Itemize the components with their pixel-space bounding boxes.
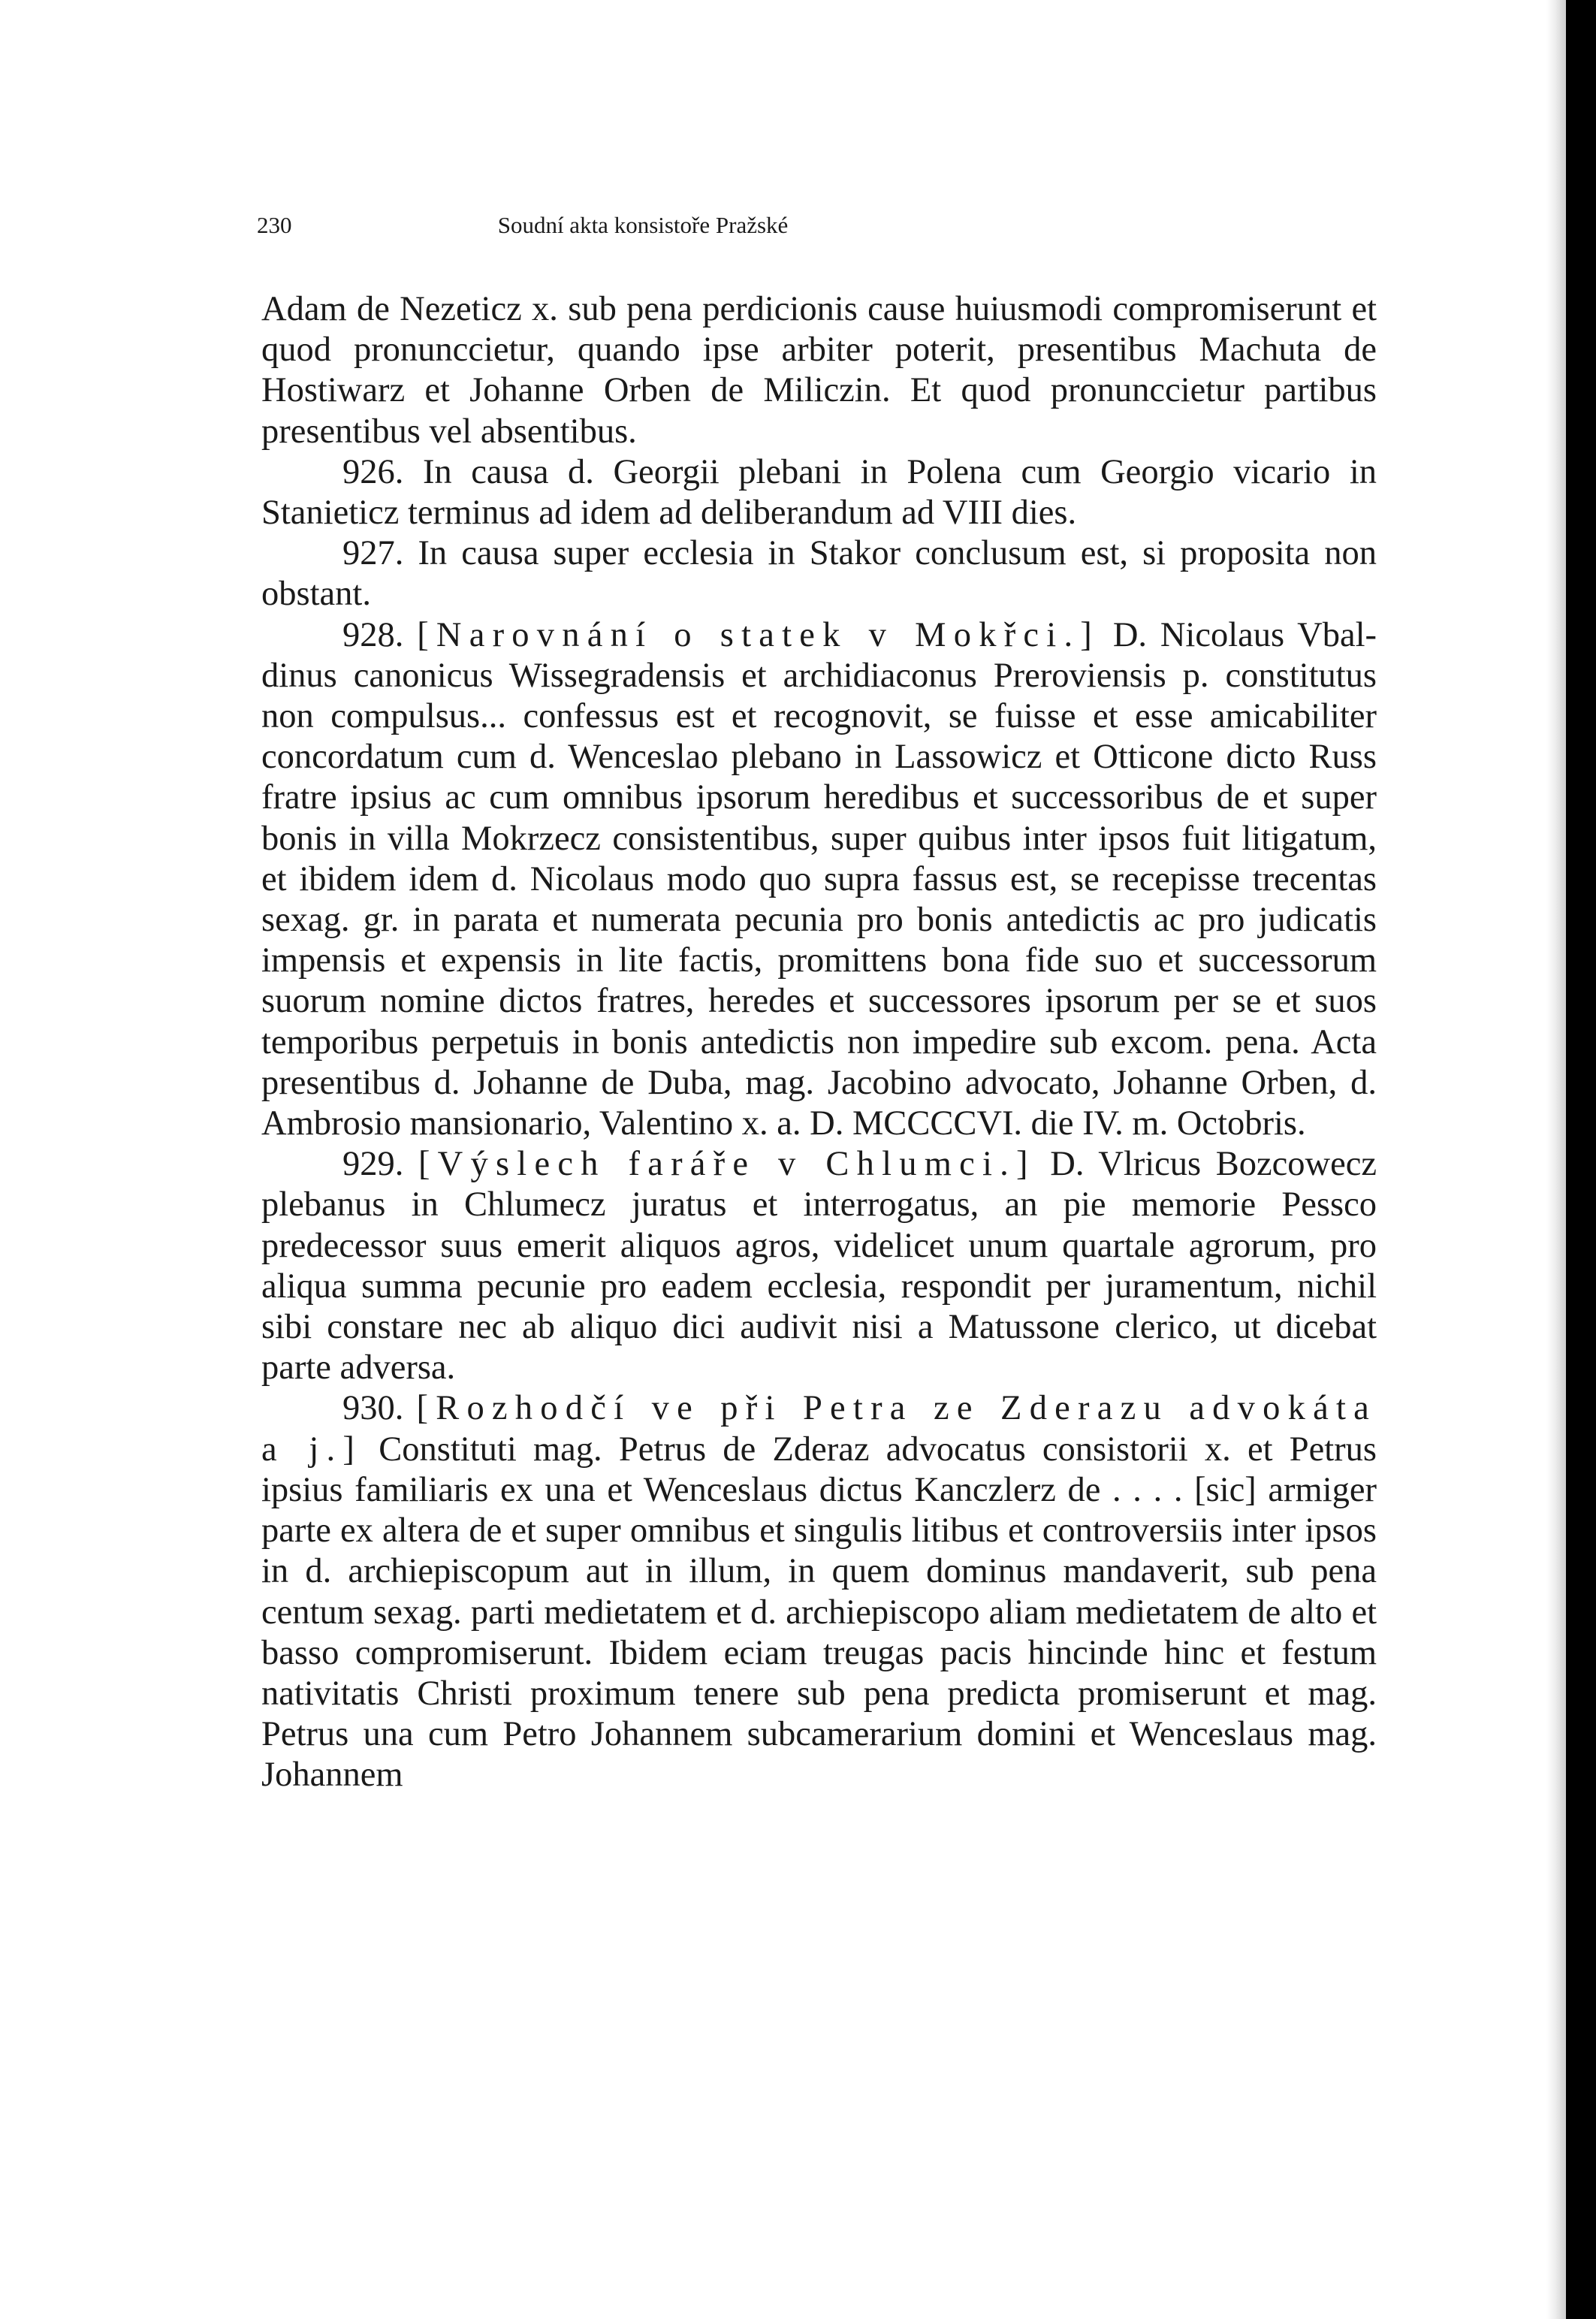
running-title: Soudní akta konsistoře Pražské bbox=[497, 212, 789, 238]
paragraph-number: 928. bbox=[342, 615, 404, 654]
page-header bbox=[257, 212, 1029, 242]
paragraph-text: D. Vlricus Bozcowecz plebanus in Chlumecz juratus et interrogatus, an pie memorie Pessco predecessor suus emerit aliquos agros, videlicet unum quartale agrorum, pro aliqua summa pecunie pro eadem ecclesia, respondit per juramentum, nichil sibi constare nec ab aliquo dici audivit nisi a Matussone clerico, ut dicebat parte adversa. bbox=[261, 1145, 1377, 1387]
paragraph-text: D. Nicolaus Vbaldinus canonicus Wissegradensis et archidiaconus Preroviensis p. constitutus non compulsus... confessus est et recognovit, se fuisse et esse amicabiliter concordatum cum d. Wenceslao plebano in Lassowicz et Otticone dicto Russ fratre ipsius ac cum omnibus ipsorum heredibus et successoribus de et super bonis in villa Mokrzecz consistentibus, super quibus inter ipsos fuit litigatum, et ibidem idem d. Nicolaus modo quo supra fassus est, se recepisse trecentas sexag. gr. in parata et numerata pecunia pro bonis antedictis ac pro judicatis impensis et expensis in lite factis, promittens bona fide suo et successorum suorum nomine dictos fratres, heredes et successores ipsorum per se et suos temporibus perpetuis in bonis antedictis non impedire sub excom. pena. Acta presentibus d. Johanne de Duba, mag. Jacobino advocato, Johanne Orben, d. Ambrosio mansionario, Valentino x. a. D. MCCCCVI. die IV. m. Octobris. bbox=[261, 615, 1377, 1143]
paragraph-929 bbox=[261, 1144, 1377, 1388]
paragraph-925-continuation bbox=[261, 289, 1377, 452]
paragraph-text: Constituti mag. Petrus de Zderaz advocatus consistorii x. et Petrus ipsius familiaris ex una et Wenceslaus dictus Kanczlerz de . . . . [sic] armiger parte ex altera de et super omnibus et singulis litibus et controversiis inter ipsos in d. archiepiscopum aut in illum, in quem dominus mandaverit, sub pena centum sexag. parti medietatem et d. archiepiscopo aliam medietatem de alto et basso compromiserunt. Ibidem eciam treugas pacis hincinde hinc et festum nativitatis Christi proximum tenere sub pena predicta promiserunt et mag. Petrus una cum Petro Johannem subcamerarium domini et Wenceslaus mag. Johannem bbox=[261, 1430, 1377, 1795]
body-text bbox=[261, 289, 1377, 1796]
paragraph-number: 926. bbox=[342, 452, 404, 491]
page-number: 230 bbox=[257, 212, 292, 238]
paragraph-number: 930. bbox=[342, 1389, 404, 1428]
paragraph-926 bbox=[261, 452, 1377, 533]
scan-border bbox=[1566, 0, 1596, 2319]
paragraph-text: Adam de Nezeticz x. sub pena perdicionis cause huiusmodi compromiserunt et quod pronunccietur, quando ipse arbiter poterit, presentibus Machuta de Hostiwarz et Johanne Orben de Miliczin. Et quod pronunccietur partibus presentibus vel absentibus. bbox=[261, 290, 1377, 451]
paragraph-928 bbox=[261, 615, 1377, 1145]
paragraph-text: In causa d. Georgii plebani in Polena cum Georgio vicario in Stanieticz terminus ad idem ad deliberandum ad VIII dies. bbox=[261, 452, 1377, 533]
paragraph-number: 929. bbox=[342, 1145, 404, 1184]
paragraph-heading: [Rozhodčí ve při Petra ze Zderazu advokáta a j.] bbox=[261, 1389, 1377, 1469]
paragraph-927 bbox=[261, 533, 1377, 614]
paragraph-text: In causa super ecclesia in Stakor conclusum est, si proposita non obstant. bbox=[261, 534, 1377, 614]
scan-shadow bbox=[1546, 0, 1566, 2319]
paragraph-number: 927. bbox=[342, 534, 404, 573]
paragraph-930 bbox=[261, 1388, 1377, 1795]
paragraph-heading: [Narovnání o statek v Mokřci.] bbox=[417, 615, 1100, 654]
paragraph-heading: [Výslech faráře v Chlumci.] bbox=[418, 1145, 1036, 1184]
